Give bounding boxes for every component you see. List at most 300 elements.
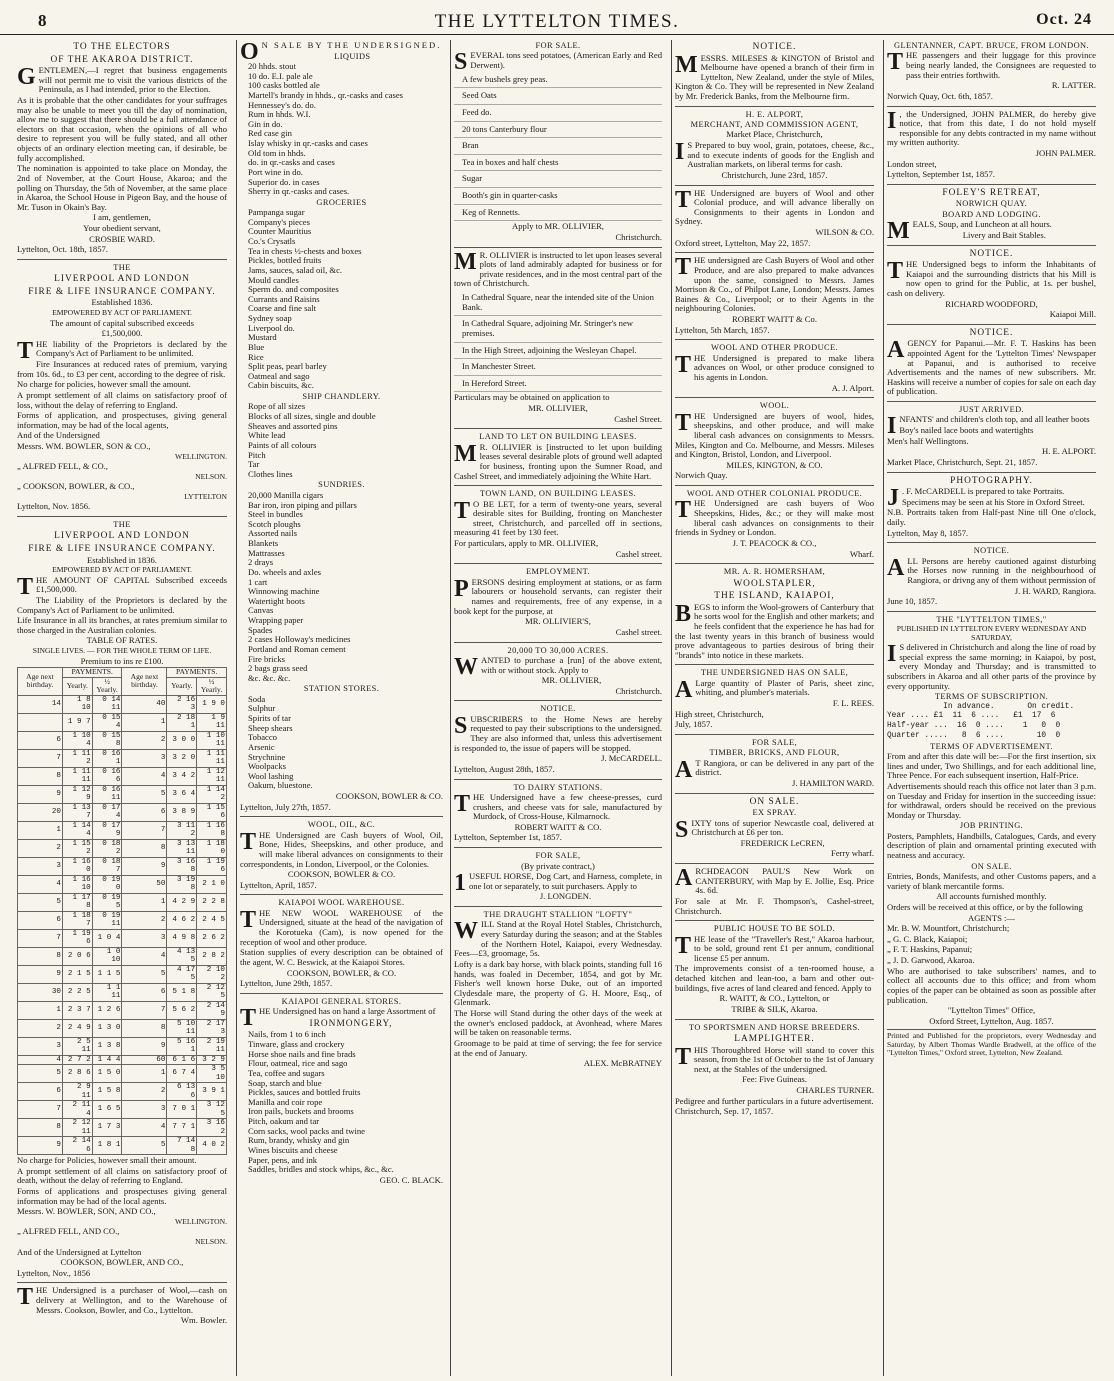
table-row [18, 803, 227, 821]
list-item: 20 hhds. stout [248, 61, 296, 72]
imprint: Printed and Published for the proprietors, every Wednesday and Saturday, by Albert Thomas Wardle Bradwell, at the office of the "Lyttelton Times," Oxford street, Lyttelton, New Zealand. [887, 1031, 1096, 1058]
table-cell: 1 15 2 [62, 839, 92, 857]
drop-cap: A [675, 865, 693, 892]
drop-cap: A [887, 554, 905, 581]
list-item: 20 tons Canterbury flour [454, 122, 662, 139]
list-item: Portland and Roman cement [248, 643, 346, 654]
section-heading: JOB PRINTING. [959, 821, 1024, 831]
table-cell: 5 1 8 [167, 983, 197, 1001]
table-cell: 6 7 4 [167, 1065, 197, 1083]
table-cell: 2 14 9 [197, 1001, 227, 1019]
ad-coal [675, 797, 874, 864]
section-heading: TERMS OF SUBSCRIPTION. [934, 692, 1049, 702]
ad-heading: TOWN LAND, ON BUILDING LEASES. [479, 489, 637, 499]
drop-cap: I [887, 641, 897, 668]
table-header: Age next birthday. [18, 668, 63, 696]
ad-heading: NOTICE. [973, 546, 1010, 556]
table-cell: 6 [18, 731, 63, 749]
drop-cap: T [240, 906, 257, 933]
ad-heading: FOR SALE, [535, 851, 581, 861]
section-heading: SHIP CHANDLERY. [302, 392, 381, 402]
ad-heading: LAMPLIGHTER. [734, 1034, 815, 1044]
ad-subheading: THE [113, 262, 131, 272]
table-cell: 8 [122, 839, 167, 857]
ad-place: Norwich Quay. [675, 470, 728, 481]
table-row [18, 911, 227, 929]
drop-cap: 1 [454, 870, 466, 897]
terms-row: Half-year ... 16 0 .... 1 0 0 [887, 722, 1061, 731]
table-cell: 8 [18, 947, 63, 965]
table-cell: 1 4 4 [92, 1055, 122, 1065]
column-3 [450, 40, 665, 1376]
ad-agent: Messrs. WM. BOWLER, SON & CO., [17, 441, 151, 452]
list-item: Saddles, bridles and stock whips, &c., &c. [248, 1164, 394, 1175]
table-cell: 0 17 4 [92, 803, 122, 821]
table-cell: 8 [18, 767, 63, 785]
section-heading: STATION STORES. [303, 684, 380, 694]
table-cell: 6 13 6 [167, 1083, 197, 1101]
list-item: 1 cart [248, 576, 268, 587]
table-cell: 2 2 8 [197, 893, 227, 911]
ad-heading: LIVERPOOL AND LONDON [54, 531, 190, 542]
list-item: Strychnine [248, 751, 286, 762]
column-5 [883, 40, 1099, 1376]
table-cell: 1 2 6 [92, 1001, 122, 1019]
table-cell: 5 [18, 893, 63, 911]
table-cell: 1 16 10 [62, 875, 92, 893]
table-cell: 6 [122, 983, 167, 1001]
ad-heading: THE "LYTTELTON TIMES," [936, 614, 1047, 624]
table-cell: 3 2 9 [197, 1055, 227, 1065]
ad-heading: MR. A. R. HOMERSHAM, [723, 567, 826, 577]
ad-line: £1,500,000. [101, 328, 143, 339]
list-item: Mattrasses [248, 547, 285, 558]
ad-heading: FOR SALE, [751, 737, 798, 747]
ad-timber [675, 738, 874, 794]
table-cell: 0 17 9 [92, 821, 122, 839]
groceries-list [240, 208, 443, 391]
ad-body: I , the Undersigned, JOHN PALMER, do hereby give notice, that from this date, I do not hold myself responsible for any debts contracted in my name without my written authority. [887, 107, 1096, 148]
drop-cap: M [454, 248, 477, 275]
ad-place: Kaiapoi Mill. [1049, 309, 1096, 320]
table-cell: 1 5 8 [92, 1083, 122, 1101]
list-item: Winnowing machine [248, 586, 320, 597]
list-item: 20,000 Manilla cigars [248, 489, 324, 500]
ad-acres [454, 646, 662, 702]
list-item: Cabin biscuits, &c. [248, 380, 314, 391]
table-cell: 4 [18, 1055, 63, 1065]
table-title: TABLE OF RATES. [86, 635, 158, 646]
ad-heading: TO THE ELECTORS [73, 42, 171, 52]
ad-place: Christchurch. [615, 685, 662, 696]
table-cell: 3 6 4 [167, 785, 197, 803]
agent-line: Mr. B. W. Mountfort, Christchurch; [887, 923, 1010, 934]
ad-body: For sale at Mr. F. Thompson's, Cashel-street, Christchurch. [675, 895, 874, 916]
ad-date: July, 1857. [675, 719, 713, 730]
table-cell: 1 5 0 [92, 1065, 122, 1083]
ad-place: London street, [887, 158, 937, 169]
table-header: PAYMENTS. [62, 668, 122, 678]
list-item: Rum in hhds. W.I. [248, 109, 311, 120]
table-cell: 0 15 8 [92, 731, 122, 749]
ad-heading: FOLEY'S RETREAT, [942, 187, 1041, 198]
list-item: In Manchester Street. [454, 359, 662, 376]
ad-signature: COOKSON, BOWLER & CO. [335, 791, 443, 802]
ad-body: Who are authorised to take subscribers' names, and to collect all accounts due to this office; and from whom copies of the paper can be obtained as soon as possible after publication. [887, 965, 1096, 1005]
ad-heading: NOTICE. [969, 248, 1014, 259]
table-cell: 1 1 11 [92, 983, 122, 1001]
table-row [18, 821, 227, 839]
ad-signature: GEO. C. BLACK. [379, 1174, 443, 1185]
list-item: Bran [454, 138, 662, 155]
list-item: Tar [248, 459, 260, 470]
table-cell: 1 0 10 [92, 947, 122, 965]
table-cell: 8 [122, 1019, 167, 1037]
ad-heading: WOOL AND OTHER PRODUCE. [710, 343, 839, 353]
ad-agent-place: LYTTELTON [184, 491, 227, 501]
ad-date: Lyttelton, Nov. 1856. [17, 501, 91, 512]
ad-body: THIS Thoroughbred Horse will stand to cover this season, from the 1st of October to the 1st of January next, at the Stables of the undersigned. [675, 1043, 874, 1074]
drop-cap: G [17, 64, 36, 91]
ad-ward-notice [887, 546, 1096, 612]
list-item: Assorted nails [248, 528, 297, 539]
table-row [18, 713, 227, 731]
table-cell: 1 [122, 713, 167, 731]
ad-palmer [887, 107, 1096, 185]
ad-agent-place: WELLINGTON. [175, 1216, 227, 1226]
ad-heading: KAIAPOI WOOL WAREHOUSE. [278, 898, 405, 908]
table-cell: 2 8 2 [197, 947, 227, 965]
ad-agent: „ ALFRED FELL, AND CO., [17, 1226, 120, 1237]
table-cell: 6 [122, 803, 167, 821]
table-header: Yearly. [167, 677, 197, 695]
table-cell: 2 14 6 [62, 1137, 92, 1155]
ad-heading: PUBLIC HOUSE TO BE SOLD. [713, 924, 836, 934]
ad-waitt-buyers [675, 256, 874, 340]
table-row [18, 1065, 227, 1083]
table-cell: 3 [122, 929, 167, 947]
table-cell: 1 9 11 [197, 713, 227, 731]
list-item: Iron pails, buckets and brooms [248, 1106, 354, 1117]
list-item: Sheaves and assorted pins [248, 420, 338, 431]
list-item: Pampanga sugar [248, 207, 305, 218]
ad-line: All accounts furnished monthly. [936, 891, 1047, 902]
ad-signature: ROBERT WAITT & Co. [732, 314, 817, 325]
ad-body: Groomage to be paid at time of serving; the fee for service at the end of January. [454, 1037, 662, 1058]
drop-cap: T [675, 497, 692, 524]
table-row [18, 1037, 227, 1055]
section-heading: TERMS OF ADVERTISEMENT. [930, 741, 1053, 751]
table-cell: 6 1 6 [167, 1055, 197, 1065]
ad-body: WANTED to purchase a [run] of the above extent, with or without stock. Apply to [454, 653, 662, 680]
ad-date: June 10, 1857. [887, 596, 938, 607]
ad-heading: LAND TO LET ON BUILDING LEASES. [479, 432, 637, 442]
ad-notice-subscribers [454, 704, 662, 779]
table-cell: 4 9 8 [167, 929, 197, 947]
ad-body: SUBSCRIBERS to the Home News are hereby requested to pay their subscriptions to the undersigned. They are also informed that, unless this advertisement is responded to, the issue of papers will be stopped. [454, 712, 662, 753]
ad-body: No charge for policies, however small the amount. [17, 379, 191, 390]
drop-cap: S [454, 712, 468, 739]
list-item: Co.'s Crysatls [248, 236, 296, 247]
ad-body: Station supplies of every description can be obtained of the agent, W. C. Beswick, at the Kaiapoi Stores. [240, 947, 443, 967]
sundries-list [240, 491, 443, 684]
ad-heading: ON SALE. [749, 796, 800, 807]
table-cell: 1 6 5 [92, 1101, 122, 1119]
ad-body: M R. OLLIVIER is [instructed to let upon building leases several desirable plots of ground well adapted for business, fronting upon the Sumner Road, and Cashel Street, and immediately adjoining the White Hart. [454, 440, 662, 481]
list-item: Keg of Rennetts. [454, 205, 662, 222]
ad-line: "Lyttelton Times" Office, [947, 1005, 1036, 1016]
ad-body: THE liability of the Proprietors is declared by the Company's Act of Parliament to be unlimited. [17, 337, 227, 364]
ad-signature: Wm. Bowler. [180, 1315, 227, 1326]
table-row [18, 1055, 227, 1065]
ad-body: THE NEW WOOL WAREHOUSE of the Undersigned, situate at the head of the navigation of the Korotueka (Cam), is now opened for the reception of wool and other produce. [240, 906, 443, 947]
ad-body: A prompt settlement of all claims on satisfactory proof of loss, without the delay of referring to England. [17, 389, 227, 410]
table-cell: 4 [122, 767, 167, 785]
ad-agent-place: NELSON. [195, 1237, 227, 1246]
ad-body: THE passengers and their luggage for this province being nearly landed, the Consignees are requested to pass their entries forthwith. [887, 49, 1096, 80]
ad-signature: FREDERICK LeCREN, [740, 837, 825, 848]
table-cell: 2 8 6 [62, 1065, 92, 1083]
agent-line: „ G. C. Black, Kaiapoi; [887, 933, 968, 944]
ad-signature: Apply to MR. OLLIVIER, [512, 221, 604, 232]
ad-signature: MR. OLLIVIER, [541, 675, 602, 686]
table-cell: 5 16 1 [167, 1037, 197, 1055]
list-item: Sheep shears [248, 722, 293, 733]
ad-date: Oxford street, Lyttelton, May 22, 1857. [675, 237, 811, 248]
ad-woodford [887, 249, 1096, 325]
ad-body: N.B. Portraits taken from Half-past Nine till One o'clock, daily. [887, 507, 1096, 527]
page-number: 8 [38, 11, 47, 30]
ad-body: 1 USEFUL HORSE, Dog Cart, and Harness, complete, in one lot or separately, to suit purchasers. Apply to [454, 870, 662, 897]
ad-body: THE Undersigned has on hand a large Assortment of [240, 1005, 436, 1032]
table-cell: 1 16 0 [62, 857, 92, 875]
ad-signature: F. L. REES. [832, 698, 874, 709]
drop-cap: T [675, 254, 692, 281]
drop-cap: T [240, 1005, 257, 1032]
rates-table-body [18, 695, 227, 1155]
table-row [18, 965, 227, 983]
table-cell: 8 [18, 1119, 63, 1137]
list-item: Arsenic [248, 741, 275, 752]
table-cell: 9 [122, 857, 167, 875]
ad-body: THE Undersigned are Cash buyers of Wool, Oil, Bone, Hides, Sheepskins, and other produce, and will make liberal advances on consignments to their correspondents, in London, Liverpool, or the Colonies. [240, 828, 443, 869]
ad-body: THE Undersigned is a purchaser of Wool,—cash on delivery at Wellington, and to the Warehouse of Messrs. Cookson, Bowler, and Co., Lyttelton. [17, 1284, 227, 1315]
ad-heading: NOTICE. [540, 704, 576, 714]
table-cell: 3 11 2 [167, 821, 197, 839]
table-row [18, 695, 227, 713]
table-cell: 2 4 5 [197, 911, 227, 929]
ad-body: The Horse will Stand during the other days of the week at the owner's enclosed paddock, at Avonhead, where Mares will be taken on reasonable terms. [454, 1008, 662, 1038]
list-item: Pitch [248, 449, 266, 460]
list-item: Port wine in do. [248, 166, 303, 177]
table-row [18, 947, 227, 965]
ad-wilson [675, 186, 874, 254]
ad-body: The Liability of the Proprietors is declared by the Company's Act of Parliament to be unlimited. [17, 594, 227, 615]
drop-cap: T [454, 790, 471, 817]
table-cell: 2 0 6 [62, 947, 92, 965]
station-stores-list [240, 695, 443, 791]
ad-body: THE lease of the "Traveller's Rest," Akaroa harbour, to be sold, ground rent £1 per annum, conditional license £5 per annum. [675, 932, 874, 963]
table-row [18, 857, 227, 875]
ad-heading: WOOL, OIL, &C. [307, 820, 376, 830]
drop-cap: T [17, 1284, 34, 1311]
table-cell: 4 17 5 [167, 965, 197, 983]
table-cell: 1 11 2 [62, 749, 92, 767]
ad-line: PUBLISHED IN LYTTELTON EVERY WEDNESDAY AND SATURDAY, [896, 624, 1087, 642]
list-item: Blocks of all sizes, single and double [248, 411, 376, 422]
ad-heading: THE ISLAND, KAIAPOI, [714, 591, 835, 602]
ad-alport-agent [675, 110, 874, 186]
list-item: Spirits of tar [248, 713, 291, 724]
ad-kaiapoi-stores [240, 997, 443, 1190]
list-item: Counter Mauritius [248, 226, 312, 237]
list-item: Scotch ploughs [248, 518, 301, 529]
table-cell: 1 8 1 [92, 1137, 122, 1155]
ad-line: EMPOWERED BY ACT OF PARLIAMENT. [52, 308, 192, 318]
list-item: Soda [248, 693, 266, 704]
column-2 [236, 40, 446, 1376]
ad-date: Lyttelton, September 1st, 1857. [887, 169, 995, 180]
ad-body: For particulars, apply to MR. OLLIVIER, [454, 538, 599, 549]
table-cell: 1 13 7 [62, 803, 92, 821]
ad-date: Lyttelton, 5th March, 1857. [675, 324, 770, 335]
drop-cap: A [675, 756, 693, 783]
ad-on-sale-cookson [240, 41, 443, 817]
ad-date: Norwich Quay, Oct. 6th, 1857. [887, 90, 993, 101]
ad-signature: CROSBIE WARD. [89, 233, 155, 244]
ironmongery-list [240, 1030, 443, 1174]
drop-cap: I [887, 413, 897, 440]
table-cell [18, 713, 63, 731]
table-row [18, 839, 227, 857]
ad-signature: ROBERT WAITT & CO. [514, 821, 602, 832]
table-cell: 5 [18, 1065, 63, 1083]
table-cell: 2 9 11 [62, 1083, 92, 1101]
list-item: Do. wheels and axles [248, 566, 322, 577]
list-item: Hennessey's do. do. [248, 99, 316, 110]
table-cell: 5 10 11 [167, 1019, 197, 1037]
list-item: Mustard [248, 332, 277, 343]
ad-ollivier-leases [454, 248, 662, 430]
ad-body: AGENCY for Papanui.—Mr. F. T. Haskins has been appointed Agent for the 'Lyttelton Times' Newspaper at Papanui, and is authorised to receive Advertisements and the names of new subscribers. Mr. Haskins will receive a number of copies for sale on each day of publication. [887, 337, 1096, 397]
table-cell: 7 14 8 [167, 1137, 197, 1155]
list-item: Gin in do. [248, 118, 283, 129]
table-cell: 1 10 11 [197, 731, 227, 749]
table-cell: 1 18 7 [62, 911, 92, 929]
for-sale-list [454, 72, 662, 222]
ad-heading: OF THE AKAROA DISTRICT. [50, 54, 194, 65]
ad-body: J . F. McCARDELL is prepared to take Portraits. [887, 485, 1065, 512]
table-cell: 4 [122, 1119, 167, 1137]
ad-date: Lyttelton, April, 1857. [240, 879, 317, 890]
table-cell: 1 1 5 [92, 965, 122, 983]
table-cell: 4 13 5 [167, 947, 197, 965]
drop-cap: T [454, 497, 471, 524]
table-cell: 2 6 2 [197, 929, 227, 947]
ad-heading: FOR SALE. [535, 41, 581, 50]
ad-land-to-let [454, 432, 662, 486]
table-header: ½ Yearly. [92, 677, 122, 695]
ad-body: A prompt settlement of all claims on satisfactory proof of death, without the delay of referring to England. [17, 1165, 227, 1186]
ad-agent: „ ALFRED FELL, & CO., [17, 461, 108, 472]
table-cell: 9 [18, 965, 63, 983]
table-cell: 7 [122, 1001, 167, 1019]
table-cell: 14 [18, 695, 63, 713]
list-item: Sulphur [248, 703, 276, 714]
ad-line: Fee: Five Guineas. [742, 1074, 807, 1085]
drop-cap: M [675, 51, 698, 78]
list-item: Martell's brandy in hhds., qr.-casks and cases [248, 89, 404, 100]
table-cell: 20 [18, 803, 63, 821]
drop-cap: T [675, 932, 692, 959]
ad-date: Lyttelton, Nov., 1856 [17, 1267, 91, 1278]
table-cell: 0 16 6 [92, 767, 122, 785]
table-cell: 1 19 6 [197, 857, 227, 875]
ad-heading: FIRE & LIFE INSURANCE COMPANY. [28, 543, 216, 554]
list-item: 2 cases Holloway's medicines [248, 634, 351, 645]
table-cell: 1 9 0 [197, 695, 227, 713]
table-cell: 2 3 7 [62, 1001, 92, 1019]
ad-heading: GLENTANNER, CAPT. BRUCE, FROM LONDON. [894, 41, 1089, 50]
ad-haskins [887, 328, 1096, 402]
table-cell: 2 18 1 [167, 713, 197, 731]
ad-line: Livery and Bait Stables. [962, 229, 1046, 240]
list-item: Paints of all colours [248, 439, 317, 450]
ad-archdeacon-paul [675, 867, 874, 921]
table-cell: 1 12 11 [197, 767, 227, 785]
table-header: ½ Yearly. [197, 677, 227, 695]
table-cell: 0 14 11 [92, 695, 122, 713]
ad-insurance-1 [17, 263, 227, 517]
ad-signature: CHARLES TURNER. [796, 1085, 874, 1096]
drop-cap: T [17, 337, 34, 364]
list-item: Feed do. [454, 105, 662, 122]
ad-signature: RICHARD WOODFORD, [945, 298, 1038, 309]
table-cell: 5 [122, 785, 167, 803]
list-item: Tobacco [248, 732, 277, 743]
table-row [18, 1137, 227, 1155]
ad-electors [17, 42, 227, 260]
ad-body: Forms of application, and prospectuses, giving general information, may be had of the local agents, [17, 410, 227, 430]
ad-signature: MILES, KINGTON, & CO. [726, 459, 823, 470]
table-cell: 7 [18, 929, 63, 947]
table-cell: 30 [18, 983, 63, 1001]
column-1 [14, 40, 230, 1376]
drop-cap: I [675, 139, 685, 166]
ad-agent: Messrs. W. BOWLER, SON, AND CO., [17, 1206, 156, 1217]
list-item: Rope of all sizes [248, 401, 306, 412]
ad-place: Cashel street. [615, 548, 662, 559]
table-cell: 1 [18, 1001, 63, 1019]
table-cell: 2 [122, 731, 167, 749]
drop-cap: A [675, 676, 693, 703]
table-cell: 2 19 11 [197, 1037, 227, 1055]
list-item: Bar iron, iron piping and pillars [248, 499, 357, 510]
list-item: Mould candles [248, 274, 299, 285]
rates-table [17, 667, 227, 1155]
ad-body: THE Undersigned begs to inform the Inhabitants of Kaiapoi and the surrounding districts that his Mill is now open to grind for the Public, at 1s. per bushel, cash on delivery. [887, 258, 1096, 298]
ad-body: THE Undersigned are buyers of wool, hides, sheepskins, and other produce, and will make liberal cash advances on consignments to Messrs. Miles, Kington and Co. Melbourne, and Messrs. Mileses and Kington, Bristol, London, and Liverpool. [675, 409, 874, 460]
ad-place: Cashel Street. [614, 413, 662, 424]
ad-heading: THE DRAUGHT STALLION "LOFTY" [483, 910, 633, 919]
locations-list [454, 290, 662, 392]
ad-body: ALL Persons are hereby cautioned against disturbing the Horses now running in the neighbourhood of Rangiora, or drivng any of them without permission of [887, 554, 1096, 585]
ad-body: SEVERAL tons seed potatoes, (American Early and Red Derwent). [454, 49, 662, 76]
table-cell: 0 16 11 [92, 785, 122, 803]
ad-heading: WOOL AND OTHER COLONIAL PRODUCE. [686, 489, 863, 499]
ad-rees [675, 668, 874, 735]
table-cell: 3 [122, 749, 167, 767]
